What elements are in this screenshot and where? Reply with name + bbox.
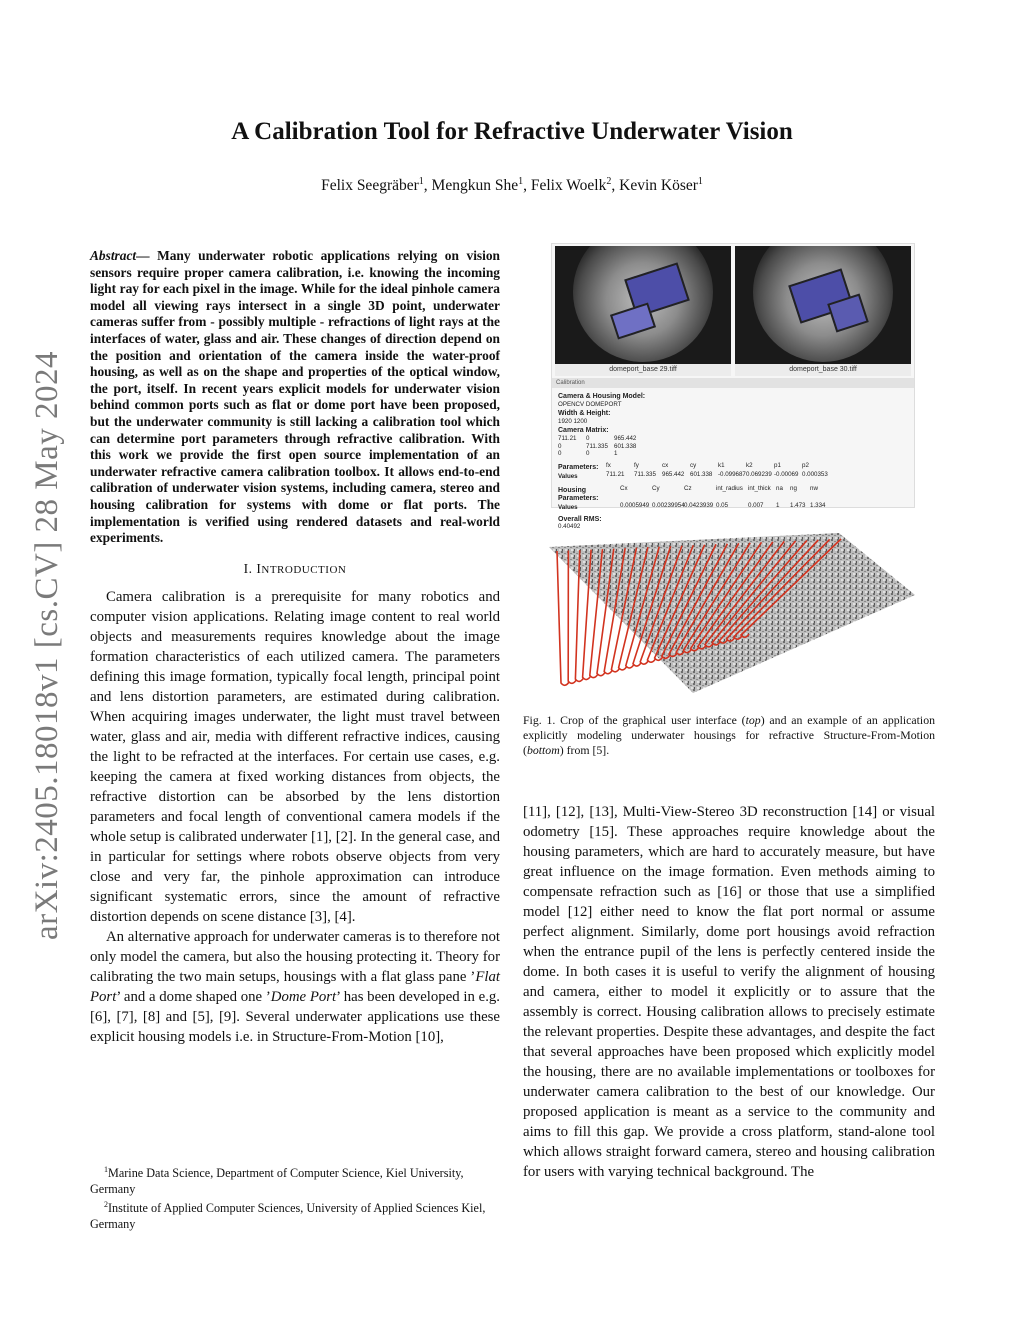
param-name-row (558, 462, 910, 472)
section-title-rest: NTRODUCTION (261, 563, 347, 576)
left-image-label: domeport_base 29.tiff (555, 364, 731, 376)
paragraph (90, 927, 500, 1047)
housing-param-value: 0.0005949 (620, 502, 650, 510)
calibration-results (558, 391, 910, 531)
author-name: Felix Seegräber (321, 177, 419, 195)
housing-param-name: nw (810, 484, 818, 492)
housing-param-name: ng (790, 484, 797, 492)
term-flat-port: Flat Port (90, 968, 500, 1005)
housing-param-name: Cz (684, 484, 692, 492)
footnote-text: Institute of Applied Computer Sciences, University of Applied Sciences Kiel, Germany (90, 1201, 486, 1231)
housing-param-name: int_radius (716, 484, 743, 492)
matrix-cell: 711.335 (586, 442, 608, 450)
param-value: 711.21 (606, 471, 625, 479)
matrix-cell: 1 (614, 450, 618, 458)
paragraph-text: ’ has been developed in e.g. [6], [7], [8] and [5], [9]. Several underwater applications use these explicit housing models i.e. in Structure-From-Motion [10], (90, 988, 501, 1045)
param-name: p2 (802, 461, 809, 469)
param-name: k1 (718, 461, 725, 469)
author-list (0, 176, 1024, 195)
left-column (90, 248, 500, 1047)
author-name: Felix Woelk (530, 177, 607, 195)
matrix-cell: 601.338 (614, 442, 637, 450)
footnote (90, 1162, 500, 1197)
author-affiliation-mark: 1 (418, 176, 424, 187)
housing-param-value: 1.473 (790, 502, 806, 510)
housing-param-name: na (776, 484, 783, 492)
matrix-cell: 0 (558, 442, 562, 450)
sfm-reconstruction-image (543, 533, 919, 695)
introduction-body (90, 587, 500, 1047)
footnote-text: Marine Data Science, Department of Computer Science, Kiel University, Germany (90, 1166, 464, 1196)
author-name: Kevin Köser (619, 177, 698, 195)
section-heading-introduction (90, 561, 500, 577)
paper-title: A Calibration Tool for Refractive Underwater Vision (231, 118, 793, 145)
section-title-initial: I (256, 560, 262, 576)
param-name: fy (634, 461, 639, 469)
matrix-cell: 0 (558, 450, 562, 458)
author-name: Mengkun She (431, 177, 519, 195)
footnote-mark: 1 (104, 1165, 108, 1174)
figure-1-caption (523, 713, 935, 758)
abstract-dash: — (136, 248, 158, 263)
matrix-row (558, 443, 910, 451)
abstract (90, 248, 500, 547)
param-value: 0.069239 (746, 471, 772, 479)
author-affiliation-mark: 1 (697, 176, 703, 187)
abstract-label: Abstract (90, 248, 137, 263)
param-name: cy (690, 461, 697, 469)
rms-value: 0.40492 (558, 523, 581, 531)
matrix-heading: Camera Matrix: (558, 427, 609, 435)
right-column (523, 243, 935, 1182)
matrix-row (558, 450, 910, 458)
housing-param-name: Cy (652, 484, 660, 492)
matrix-cell: 0 (586, 450, 590, 458)
section-number: I. (243, 560, 253, 576)
footnotes (90, 1162, 500, 1232)
housing-value-row (558, 502, 910, 512)
housing-name-row (558, 485, 910, 502)
author-separator: , (523, 177, 531, 195)
housing-param-value: 0.0423939 (684, 502, 714, 510)
size-heading: Width & Height: (558, 410, 611, 418)
caption-emphasis-bottom: bottom (526, 743, 560, 757)
param-name: k2 (746, 461, 753, 469)
param-name: cx (662, 461, 669, 469)
trajectory-segment (557, 551, 569, 685)
rms-heading: Overall RMS: (558, 515, 602, 523)
param-value: 965.442 (662, 471, 685, 479)
caption-text: ) and an example of an application explicitly modeling underwater housings for refractive Structure-From-Motion ( (523, 713, 936, 757)
param-value: -0.099687 (718, 471, 746, 479)
footnote (90, 1197, 500, 1232)
author-affiliation-mark: 1 (518, 176, 524, 187)
matrix-cell: 0 (586, 434, 590, 442)
housing-heading: Housing Parameters: (558, 486, 599, 502)
left-camera-image (555, 246, 731, 364)
paragraph: Camera calibration is a prerequisite for many robotics and computer vision applications. Relating image content to real world objects and measurements requires knowledge about the image formation characteristics of each utilized camera. The parameters defining this image formation, typically focal length, principal point and lens distortion parameters, are estimated during calibration. When acquiring images underwater, the light must travel between water, glass and air, media with different refractive indices, causing the light to be refracted at the interfaces. For certain use cases, e.g. keeping the camera at fixed working distances from objects, the refractive distortion can be absorbed by the lens distortion parameters and focal length of conventional camera models if the whole setup is calibrated underwater [1], [2]. In the general case, and in particular for settings where robots observe objects from very close and very far, the pinhole approximation can introduce significant systematic errors, since the amount of refractive distortion depends on scene distance [3], [4]. (90, 588, 500, 925)
paragraph-text: ’ and a dome shaped one ’ (116, 988, 271, 1005)
matrix-row (558, 435, 910, 443)
param-name: fx (606, 461, 611, 469)
param-name: p1 (774, 461, 781, 469)
caption-text: Fig. 1. Crop of the graphical user interface ( (523, 713, 746, 727)
param-value-row (558, 471, 910, 481)
param-value: -0.00069 (774, 471, 799, 479)
author-separator: , (611, 177, 620, 195)
right-camera-image (735, 246, 911, 364)
size-value: 1920 1200 (558, 417, 588, 425)
calibration-gui-crop (551, 243, 915, 531)
housing-param-value: 0.00239954 (652, 502, 685, 510)
housing-values-label: Values (558, 504, 578, 512)
figure-1 (523, 243, 935, 695)
param-value: 711.335 (634, 471, 656, 479)
right-image-label: domeport_base 30.tiff (735, 364, 911, 376)
term-dome-port: Dome Port (270, 988, 337, 1005)
caption-emphasis-top: top (745, 713, 761, 727)
housing-param-name: Cx (620, 484, 628, 492)
param-value: 601.338 (690, 471, 713, 479)
model-heading: Camera & Housing Model: (558, 393, 646, 400)
housing-param-value: 1 (776, 502, 780, 510)
arxiv-identifier-text: arXiv:2405.18018v1 [cs.CV] 28 May 2024 (29, 350, 66, 940)
introduction-body-continued: [11], [12], [13], Multi-View-Stereo 3D reconstruction [14] or visual odometry [15]. These approaches require knowledge about the housing parameters, which are hard to accurately measure, but have great influence on the image formation. Even methods aiming to compensate refraction such as [16] or those that use a simplified model [12] either need to know the flat port normal or assume perfect alignment. Similarly, dome port housings avoid refraction when the entrance pupil of the lens is perfectly centered inside the dome. In both cases it is useful to verify the alignment of housing and camera, either to model it explicitly or to assure that the assembly is correct. Housing calibration allows to precisely estimate the relevant properties. Despite these advantages, and despite the fact that several approaches have been proposed which explicitly model the housing, there are no available implementations or toolboxes for underwater camera calibration to the best of our knowledge. Our proposed application is meant as a service to the community and aims to fill this gap. We provide a cross platform, stand-alone tool which allows straight forward camera, stereo and housing calibration for users with varying technical background. The (523, 804, 935, 1180)
arxiv-identifier (30, 345, 66, 945)
model-value: OPENCV DOMEPORT (558, 400, 622, 408)
param-value: 0.000353 (802, 471, 828, 479)
param-heading: Parameters: (558, 463, 599, 471)
calibration-panel-title: Calibration (552, 378, 914, 388)
footnote-mark: 2 (104, 1200, 108, 1210)
matrix-cell: 965.442 (614, 434, 637, 442)
housing-param-name: int_thick (748, 484, 771, 492)
paragraph-text: An alternative approach for underwater cameras is to therefore not only model the camera, but also the housing protecting it. Theory for calibrating the two main setups, housings with a flat glass pane ’ (90, 928, 500, 985)
housing-param-value: 0.007 (748, 502, 764, 510)
author-separator: , (423, 177, 432, 195)
author-affiliation-mark: 2 (606, 176, 612, 187)
housing-param-value: 0.05 (716, 502, 729, 510)
abstract-text: Many underwater robotic applications relying on vision sensors require proper camera calibration, i.e. knowing the incoming light ray for each pixel in the image. While for the ideal pinhole camera model all viewing rays intersect in a single 3D point, underwater cameras suffer from - possibly multiple - refractions of light rays at the interfaces of water, glass and air. These changes of direction depend on the position and orientation of the camera inside the water-proof housing, as well as on the shape and properties of the optical window, the port, itself. In recent years explicit models for underwater vision behind common ports such as flat or dome port have been proposed, but the underwater community is still lacking a calibration tool which can determine port parameters through refractive calibration. With this work we provide the first open source implementation of an underwater refractive camera calibration toolbox. It allows end-to-end calibration of underwater vision systems, including camera, stereo and housing calibration for systems with dome or flat ports. The implementation is verified using rendered datasets and real-world experiments. (90, 248, 500, 546)
caption-text: ) from [5]. (559, 743, 610, 757)
housing-param-value: 1.334 (810, 502, 826, 510)
param-values-label: Values (558, 473, 578, 481)
matrix-cell: 711.21 (558, 434, 577, 442)
